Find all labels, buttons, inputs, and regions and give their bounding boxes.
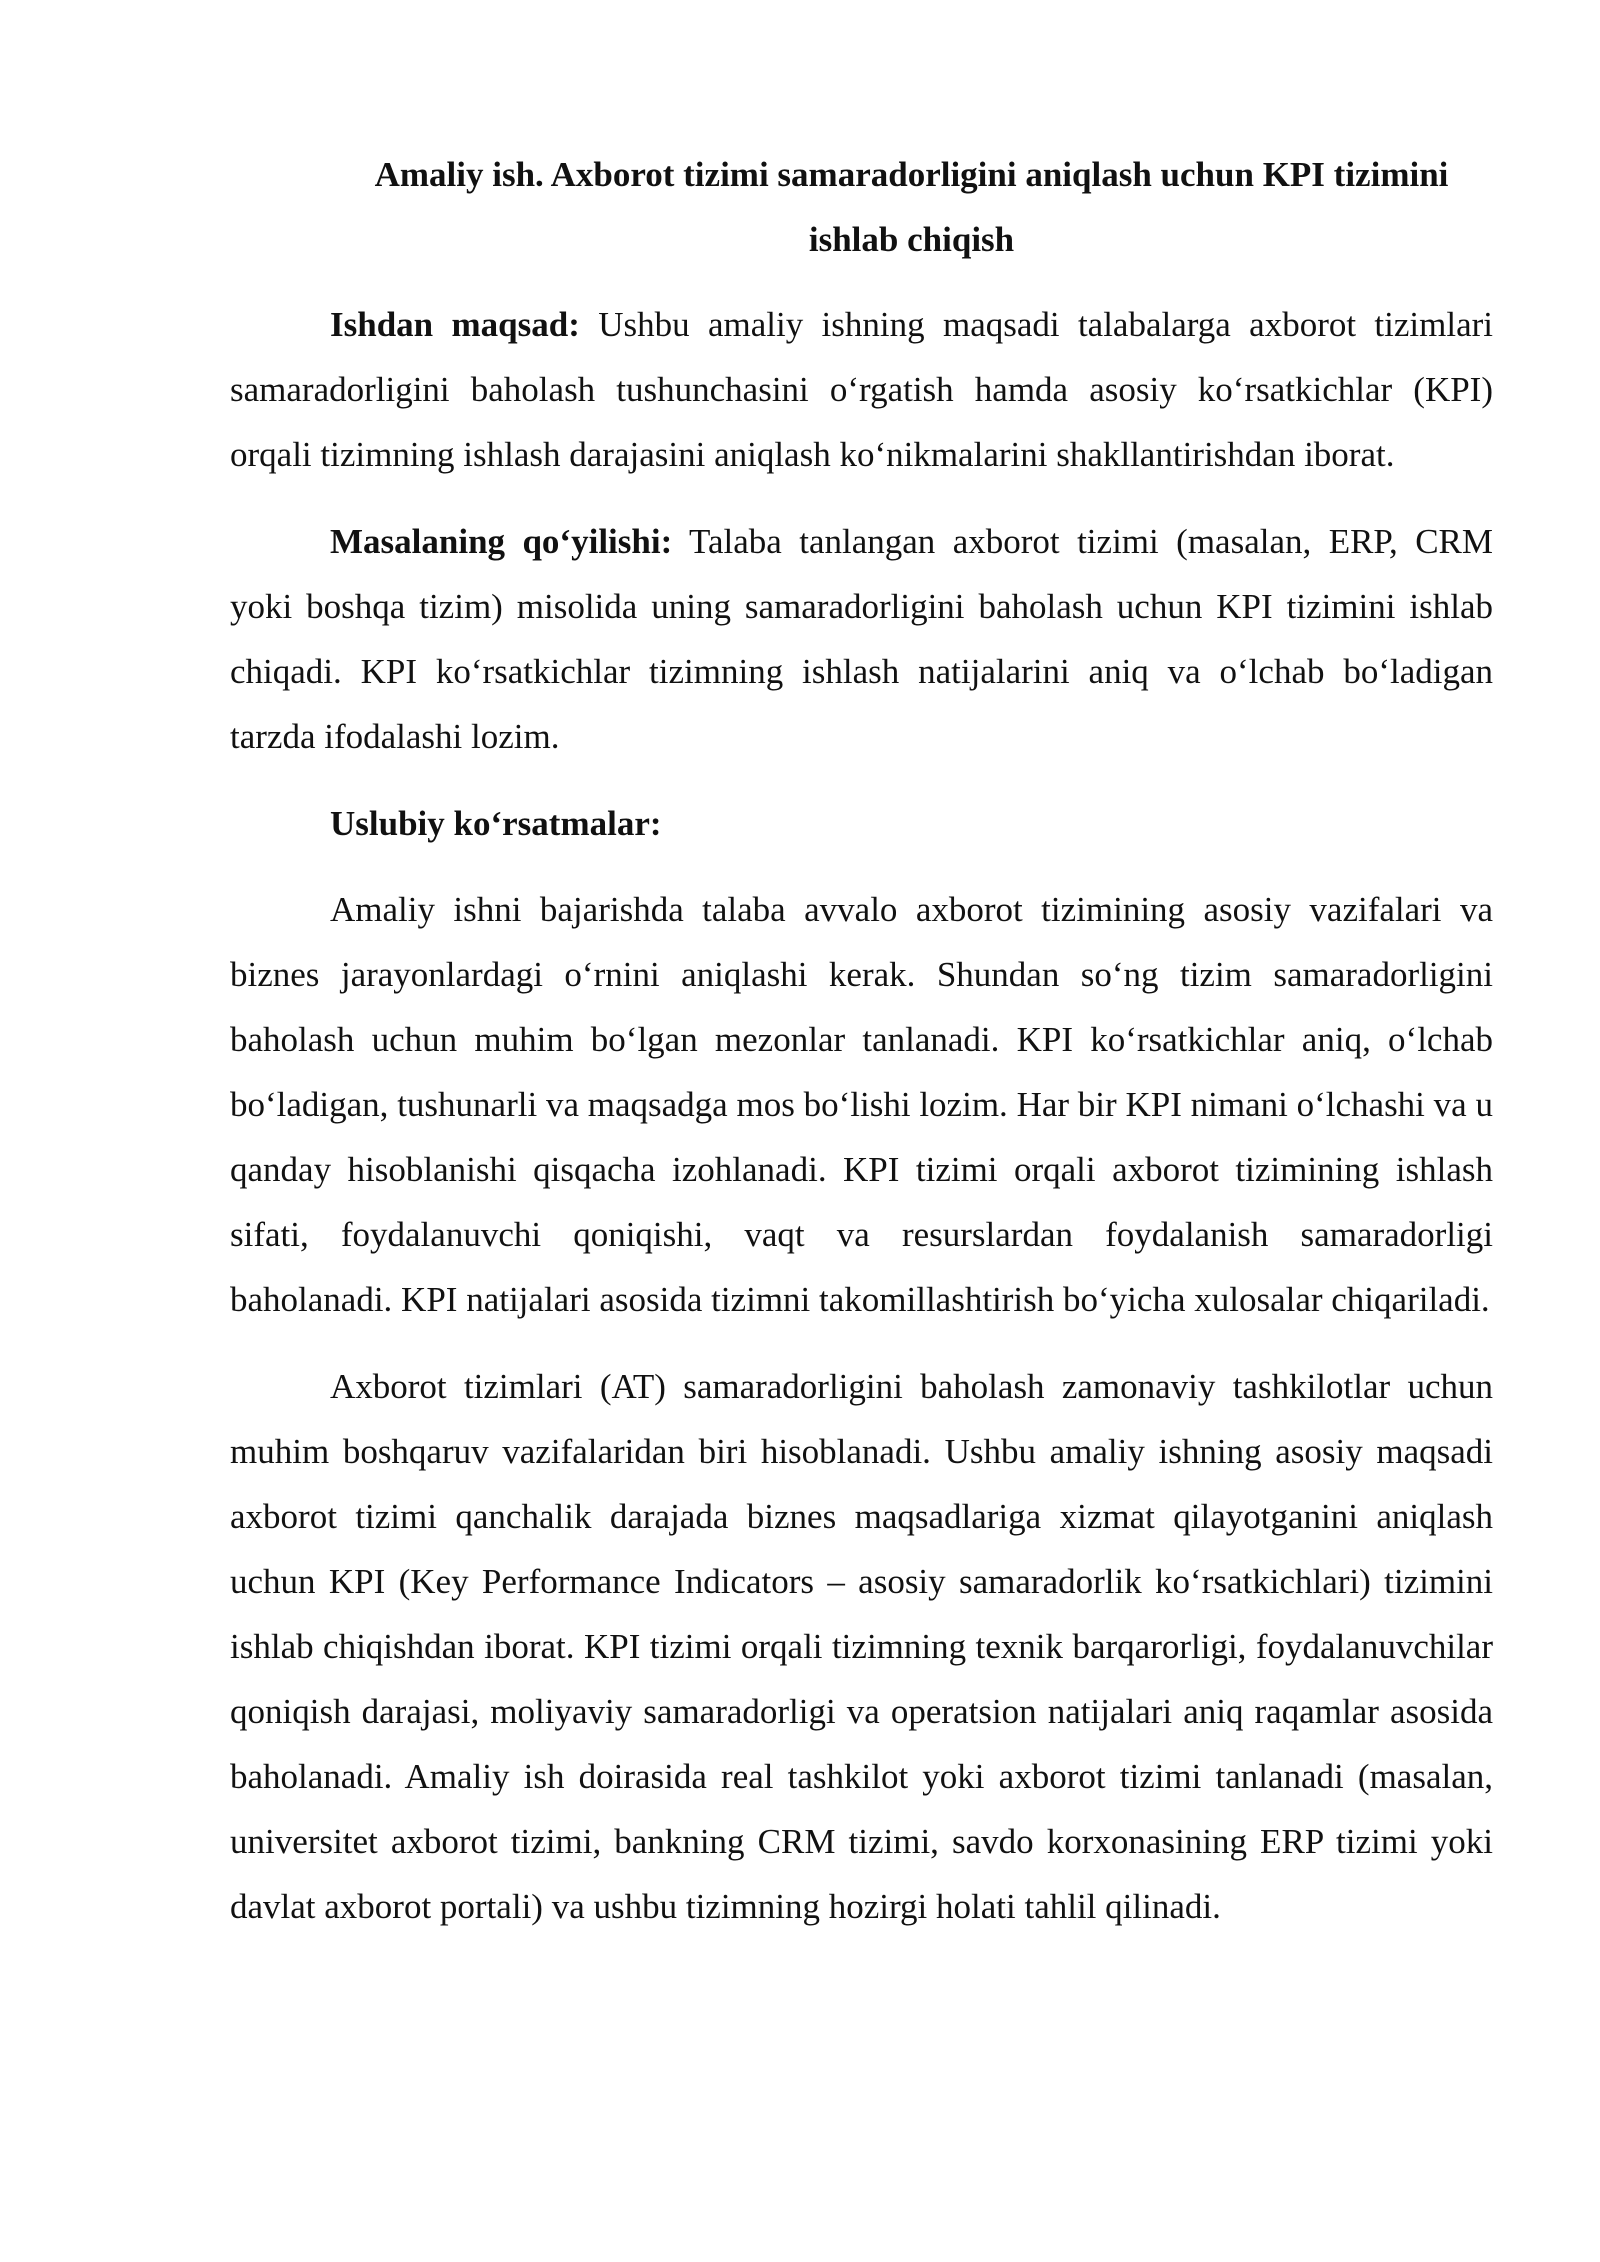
goal-text: Ushbu amaliy ishning maqsadi talabalarga axborot tizimlari samaradorligini baholash tushunchasini oʻrgatish hamda asosiy koʻrsatkichlar (KPI) orqali tizimning ishlash darajasini aniqlash koʻnikmalarini shakllantirishdan iborat. bbox=[230, 305, 1494, 474]
task-label: Masalaning qoʻyilishi: bbox=[330, 522, 673, 561]
document-title: Amaliy ish. Axborot tizimi samaradorligini aniqlash uchun KPI tizimini ishlab chiqish bbox=[374, 155, 1449, 259]
body-paragraph-1: Amaliy ishni bajarishda talaba avvalo axborot tizimining asosiy vazifalari va biznes jarayonlardagi oʻrnini aniqlashi kerak. Shundan soʻng tizim samaradorligini baholash uchun muhim boʻlgan mezonlar tanlanadi. KPI koʻrsatkichlar aniq, oʻlchab boʻladigan, tushunarli va maqsadga mos boʻlishi lozim. Har bir KPI nimani oʻlchashi va u qanday hisoblanishi qisqacha izohlanadi. KPI tizimi orqali axborot tizimining ishlash sifati, foydalanuvchi qoniqishi, vaqt va resurslardan foydalanish samaradorligi baholanadi. KPI natijalari asosida tizimni takomillashtirish boʻyicha xulosalar chiqariladi. bbox=[230, 890, 1493, 1319]
body-paragraph-2: Axborot tizimlari (AT) samaradorligini baholash zamonaviy tashkilotlar uchun muhim boshqaruv vazifalaridan biri hisoblanadi. Ushbu amaliy ishning asosiy maqsadi axborot tizimi qanchalik darajada biznes maqsadlariga xizmat qilayotganini aniqlash uchun KPI (Key Performance Indicators – asosiy samaradorlik koʻrsatkichlari) tizimini ishlab chiqishdan iborat. KPI tizimi orqali tizimning texnik barqarorligi, foydalanuvchilar qoniqish darajasi, moliyaviy samaradorligi va operatsion natijalari aniq raqamlar asosida baholanadi. Amaliy ish doirasida real tashkilot yoki axborot tizimi tanlanadi (masalan, universitet axborot tizimi, bankning CRM tizimi, savdo korxonasining ERP tizimi yoki davlat axborot portali) va ushbu tizimning hozirgi holati tahlil qilinadi. bbox=[230, 1367, 1493, 1926]
document-body bbox=[230, 142, 1493, 1961]
task-paragraph bbox=[230, 509, 1493, 769]
guidelines-heading: Uslubiy koʻrsatmalar: bbox=[330, 804, 662, 843]
task-text: Talaba tanlangan axborot tizimi (masalan, ERP, CRM yoki boshqa tizim) misolida uning samaradorligini baholash uchun KPI tizimini ishlab chiqadi. KPI koʻrsatkichlar tizimning ishlash natijalarini aniq va oʻlchab boʻladigan tarzda ifodalashi lozim. bbox=[230, 522, 1493, 756]
goal-paragraph bbox=[230, 292, 1493, 487]
goal-label: Ishdan maqsad: bbox=[330, 305, 580, 344]
